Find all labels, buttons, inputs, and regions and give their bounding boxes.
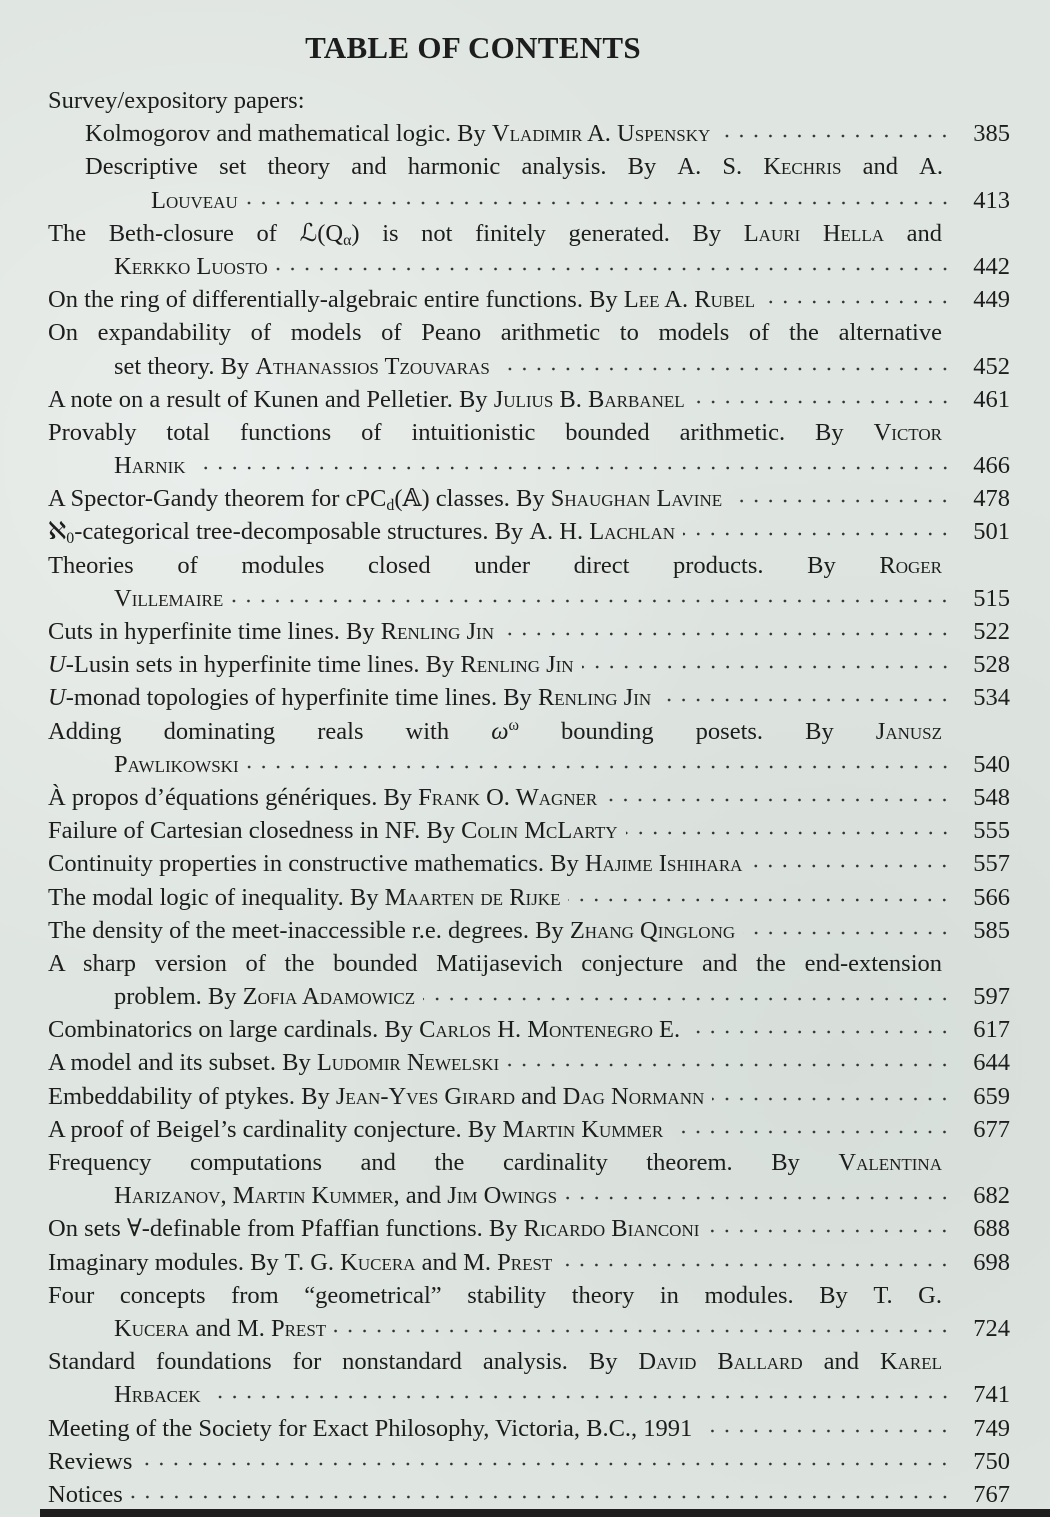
entry-text: Frequency computations and the cardinality theorem. By [48,1149,839,1176]
dot-leader [659,695,952,705]
entry-text: Continuity properties in constructive mathematics. By [48,850,585,878]
author-name: Kucera [114,1314,190,1342]
entry-continuation [114,980,415,1013]
toc-entry [48,117,1010,150]
page-number: 385 [973,120,1010,148]
toc-entry [48,217,1010,283]
author-name: Jean-Yves Girard [335,1082,515,1110]
author-name: Carlos H. Montenegro E. [419,1016,681,1044]
page-number: 677 [973,1115,1010,1143]
author-name: Athanassios Tzouvaras [255,352,490,380]
entry-line-continuation [48,1378,1010,1411]
entry-title [48,681,651,714]
entry-text: U [48,651,66,679]
page-number: 515 [973,584,1010,612]
entry-title [85,117,710,150]
author-name: Vladimir A. Uspensky [491,120,711,148]
entry-line [48,1412,1010,1445]
entry-text: Kolmogorov and mathematical logic. By [85,120,492,148]
entry-line-continuation [48,350,1010,383]
entry-line-continuation [48,184,1010,217]
entry-text: Provably total functions of intuitionistic bounded arithmetic. By [48,418,874,446]
page-number: 688 [973,1215,1010,1243]
entry-line [48,549,942,582]
entry-text: ℵ [48,518,67,546]
toc-entry [48,1478,1010,1511]
entry-text: bounding posets. By [518,717,876,745]
entry-text: (𝔸) classes. By [394,485,551,513]
page-number: 741 [973,1381,1010,1409]
entry-continuation [114,748,239,781]
dot-leader [718,131,952,141]
entry-line [48,881,1010,914]
author-name: M. Prest [236,1314,327,1342]
author-name: Villemaire [114,584,224,612]
entry-text: Combinatorics on large cardinals. By [48,1016,420,1044]
dot-leader [247,762,952,772]
entry-text: ) is not finitely generated. By [351,219,744,247]
toc-entry [48,1279,1010,1345]
entry-title [48,1080,704,1113]
toc-entry [48,316,1010,382]
entry-line [48,1478,1010,1511]
toc-entry [48,615,1010,648]
entry-text: A note on a result of Kunen and Pelletier. By [48,385,494,413]
entry-title [48,319,942,346]
dot-leader [671,1127,952,1137]
entry-title [48,615,494,648]
entry-title [48,1348,942,1375]
dot-leader [276,264,952,274]
dot-leader [507,1060,952,1070]
author-name: Colin McLarty [461,817,618,845]
entry-line-continuation [48,582,1010,615]
entry-text: and [189,1314,237,1342]
page-number: 566 [973,883,1010,911]
entry-line [48,1080,1010,1113]
entry-line [48,1146,942,1179]
author-name: Julius B. Barbanel [493,385,685,413]
entry-line [48,914,1010,947]
entry-title [48,552,942,579]
page-number: 413 [973,186,1010,214]
entry-line-continuation [48,980,1010,1013]
entry-continuation [114,582,223,615]
toc-entry [48,681,1010,714]
author-name: Frank O. Wagner [418,783,598,811]
dot-leader [423,994,952,1004]
entry-title [48,914,735,947]
page-number: 461 [973,385,1010,413]
entry-title [48,718,942,745]
page-number: 555 [973,817,1010,845]
entry-text: Descriptive set theory and harmonic analysis. By [85,153,678,181]
toc-entry [48,1080,1010,1113]
entry-title [48,419,942,446]
entry-text: Imaginary modules. By [48,1248,285,1276]
entry-text: The modal logic of inequality. By [48,883,385,911]
entry-continuation [114,350,490,383]
dot-leader [743,928,952,938]
page-number: 466 [973,452,1010,480]
page-number: 724 [973,1314,1010,1342]
toc-entry [48,482,1010,515]
page-number: 452 [973,352,1010,380]
entry-line-continuation [48,250,1010,283]
page-number: 478 [973,485,1010,513]
toc-entry [48,914,1010,947]
entry-line [48,416,942,449]
entry-text: On the ring of differentially-algebraic entire functions. By [48,286,624,314]
author-name: Renling Jin [460,651,574,679]
toc-entry [48,383,1010,416]
dot-leader [605,795,952,805]
entry-title [48,283,755,316]
entry-title [48,881,560,914]
author-name: A. H. Lachlan [529,518,675,546]
author-name: Zofia Adamowicz [242,983,416,1011]
page-number: 540 [973,750,1010,778]
entry-title [48,1412,692,1445]
toc-entry [48,881,1010,914]
entry-text: Embeddability of ptykes. By [48,1082,336,1110]
entry-line [48,1445,1010,1478]
page-number: 522 [973,618,1010,645]
page-number: 682 [973,1182,1010,1210]
page-number: 597 [973,983,1010,1011]
dot-leader [700,1426,952,1436]
entry-line [48,947,942,980]
entry-text: and [802,1348,880,1376]
author-name: Shaughan Lavine [550,485,723,513]
entry-line [48,814,1010,847]
entry-text: -Lusin sets in hyperfinite time lines. By [65,651,461,679]
entry-title [48,950,942,977]
entry-line [48,681,1010,714]
dot-leader [568,895,952,905]
section-label: Survey/expository papers: [48,87,305,114]
entry-text: Theories of modules closed under direct products. By [48,551,880,579]
dot-leader [626,828,952,838]
entry-line [48,383,1010,416]
entry-line [48,283,1010,316]
entry-title [48,1445,132,1478]
author-name: David Ballard [638,1348,803,1376]
entry-text: ω [491,717,509,745]
author-name: Victor [873,418,942,446]
entry-text: A proof of Beigel’s cardinality conjecture. By [48,1115,503,1143]
author-name: Dag Normann [562,1082,705,1110]
entry-line [48,615,1010,648]
author-name: Harnik [114,452,186,480]
entry-line [48,217,942,250]
page-number: 534 [973,684,1010,712]
entry-continuation [114,1312,326,1345]
entry-line [48,1345,942,1378]
dot-leader [565,1193,952,1203]
author-name: Martin Kummer [502,1115,664,1143]
dot-leader [582,662,952,672]
entry-text: and [841,153,920,181]
entry-title [48,1046,499,1079]
entry-line [48,482,1010,515]
entry-line-continuation [48,1312,1010,1345]
entry-text: and [399,1182,448,1210]
author-name: Pawlikowski [114,750,239,778]
entry-title [48,383,685,416]
page-number: 442 [973,252,1010,280]
entry-text: Adding dominating reals with [48,717,492,745]
page-number: 548 [973,783,1010,811]
entry-line [48,1212,1010,1245]
page-number: 617 [973,1016,1010,1044]
author-name: A. S. Kechris [677,153,842,181]
toc-entry [48,648,1010,681]
toc-entry [48,1212,1010,1245]
page-number: 644 [973,1049,1010,1077]
author-name: Maarten de Rijke [384,883,561,911]
entry-line [48,715,942,748]
entry-title [48,1013,680,1046]
page-number: 501 [973,518,1010,546]
dot-leader [763,297,952,307]
dot-leader [131,1492,952,1502]
entry-text: On expandability of models of Peano arithmetic to models of the alternative [48,319,942,347]
entry-text: and [883,219,942,247]
author-name: Kerkko Luosto [114,252,268,280]
entry-text: and [415,1248,464,1276]
page-number: 750 [973,1447,1010,1475]
entry-title [48,1149,942,1176]
dot-leader [502,629,952,639]
page-number: 585 [973,916,1010,944]
dot-leader [707,1226,952,1236]
author-name: Lee A. Rubel [623,286,755,314]
entry-continuation [114,250,268,283]
entry-text: À propos d’équations génériques. By [48,783,419,811]
author-name: Janusz [875,717,942,745]
entry-text: On sets ∀-definable from Pfaffian functions. By [48,1215,524,1243]
entry-text: Cuts in hyperfinite time lines. By [48,618,381,645]
entry-text: -monad topologies of hyperfinite time lines. By [65,684,538,712]
entry-title [48,648,574,681]
entry-text: Meeting of the Society for Exact Philosophy, Victoria, B.C., 1991 [48,1414,693,1442]
entry-line [48,1013,1010,1046]
entry-line [48,117,1010,150]
toc-entry [48,150,1010,216]
dot-leader [683,529,952,539]
entry-line [48,1113,1010,1146]
page-number: 749 [973,1414,1010,1442]
entry-text: U [48,684,66,712]
entry-line-continuation [48,748,1010,781]
entry-text: A Spector-Gandy theorem for cPC [48,485,387,513]
entry-line [48,781,1010,814]
toc-entry [48,814,1010,847]
dot-leader [140,1459,952,1469]
entry-continuation [151,184,238,217]
entry-text: Notices [48,1480,123,1508]
author-name: Roger [879,551,942,579]
toc-entry [48,1146,1010,1212]
entry-text: d [386,497,395,515]
entry-continuation [114,1179,557,1212]
author-name: Valentina [838,1149,942,1176]
author-name: A. [919,153,943,181]
toc-entry [48,947,1010,1013]
entry-title [48,1478,123,1511]
entry-line [48,150,943,183]
author-name: Jim Owings [447,1182,558,1210]
author-name: Harizanov, Martin Kummer, [114,1182,400,1210]
author-name: Karel [879,1348,943,1376]
entry-text: Four concepts from “geometrical” stability theory in modules. By [48,1281,874,1309]
dot-leader [688,1027,952,1037]
entry-line [48,847,1010,880]
page-number: 698 [973,1248,1010,1276]
entry-text: Failure of Cartesian closedness in NF. By [48,817,462,845]
dot-leader [194,463,952,473]
entry-line-continuation [48,449,1010,482]
page-number: 449 [973,286,1010,314]
entry-continuation [114,1378,201,1411]
entry-line [48,515,1010,548]
entry-line [48,648,1010,681]
entry-line [48,316,942,349]
toc-entry [48,715,1010,781]
dot-leader [498,364,952,374]
toc-entry [48,1246,1010,1279]
page-number: 659 [973,1082,1010,1110]
toc-entry [48,1046,1010,1079]
toc-entry [48,847,1010,880]
page-number: 557 [973,850,1010,878]
entry-title [48,1282,942,1309]
entry-title [85,153,943,180]
author-name: T. G. Kucera [284,1248,416,1276]
author-name: Renling Jin [380,618,494,645]
author-name: Zhang Qinglong [569,916,736,944]
author-name: Ricardo Bianconi [523,1215,700,1243]
dot-leader [712,1094,952,1104]
dot-leader [560,1260,952,1270]
author-name: Louveau [151,186,238,214]
entry-title [48,781,597,814]
dot-leader [730,496,952,506]
dot-leader [693,397,952,407]
bottom-rule [40,1509,1050,1517]
entry-text: ω [508,716,519,734]
author-name: Lauri Hella [743,219,884,247]
author-name: Hajime Ishihara [584,850,743,878]
dot-leader [750,861,952,871]
author-name: M. Prest [463,1248,553,1276]
entry-title [48,1212,699,1245]
entry-title [48,220,942,247]
entry-title [48,1246,552,1279]
author-name: Renling Jin [537,684,652,712]
entry-line [48,1046,1010,1079]
entry-text: Reviews [48,1447,133,1475]
entry-text: 0 [66,530,75,548]
entry-line [48,1246,1010,1279]
toc-entry [48,1445,1010,1478]
entry-title [48,814,618,847]
entry-text: Standard foundations for nonstandard analysis. By [48,1348,639,1376]
toc-entry [48,1113,1010,1146]
entry-text: A model and its subset. By [48,1049,317,1077]
entry-continuation [114,449,186,482]
entry-title [48,847,742,880]
page-title: TABLE OF CONTENTS [305,30,641,65]
entry-text: A sharp version of the bounded Matijasevich conjecture and the end-extension [48,949,942,977]
dot-leader [231,596,952,606]
entry-text: The density of the meet-inaccessible r.e. degrees. By [48,916,570,944]
toc-entry [48,1345,1010,1411]
entry-title [48,482,722,515]
dot-leader [246,198,952,208]
page-number: 767 [973,1480,1010,1508]
page-number: 528 [973,651,1010,679]
entry-text: set theory. By [114,352,256,380]
entry-text: α [343,231,352,249]
toc-entry [48,416,1010,482]
entry-text: problem. By [114,983,243,1011]
author-name: T. G. [873,1281,942,1309]
toc-entry [48,515,1010,548]
table-of-contents [48,84,1010,1511]
entry-line [48,1279,942,1312]
toc-entry [48,1412,1010,1445]
author-name: Hrbacek [114,1381,201,1409]
entry-text: The Beth-closure of ℒ(Q [48,219,344,247]
toc-entry [48,781,1010,814]
entry-line-continuation [48,1179,1010,1212]
toc-entry [48,549,1010,615]
dot-leader [209,1392,952,1402]
entry-text: and [515,1082,563,1110]
dot-leader [334,1326,952,1336]
entry-text: -categorical tree-decomposable structures. By [74,518,530,546]
entry-title [48,1113,663,1146]
entry-title [48,515,675,548]
toc-entry [48,1013,1010,1046]
author-name: Ludomir Newelski [316,1049,500,1077]
toc-entry [48,283,1010,316]
